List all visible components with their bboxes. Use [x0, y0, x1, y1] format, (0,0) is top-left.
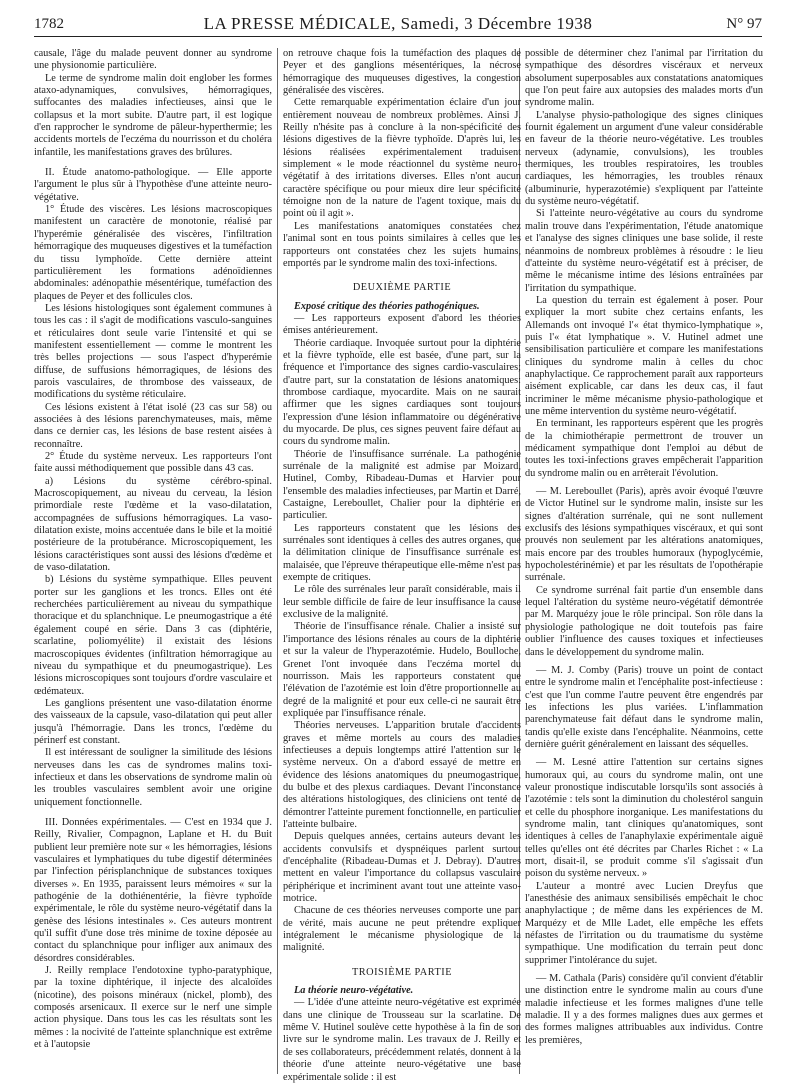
paragraph: — M. Cathala (Paris) considère qu'il convient d'établir une distinction entre le syndrome malin au cours d'une maladie infectieuse et les formes malignes d'une telle maladie. Il y a des formes malignes dues aux germes et des formes malignes attribuables aux individus. Contre les premières, [525, 973, 763, 1046]
section-heading-anatomo: II. Étude anatomo-pathologique. — Elle apporte l'argument le plus sûr à l'hypothèse d'une atteinte neuro-végétative. [34, 167, 272, 203]
page-header [34, 14, 762, 37]
paragraph: — M. Lesné attire l'attention sur certains signes humoraux qui, au cours du syndrome malin, ont une valeur pronostique indiscutable lorsqu'ils sont associés à l'azotémie : tels sont la diminution du cholestérol sanguin et celle du phosphore inorganique. Les manifestations du syndrome malin, tant cliniques qu'anatomiques, sont identiques à celles de l'anaphylaxie expérimentale aiguë telles qu'elles ont été décrites par Charles Richet : « La mort, disait-il, se produit comme s'il s'agissait d'un poison du système nerveux. » [525, 757, 763, 880]
part-heading-deuxieme: DEUXIÈME PARTIE [352, 282, 452, 294]
paragraph: La question du terrain est également à poser. Pour expliquer la mort subite chez certains enfants, les Allemands ont invoqué l'« état thymico-lymphatique », puis l'« état lymphatique ». V. Hutinel admet une sensibilisation particulière et compare les manifestations cliniques du syndrome malin à celles du choc anaphylactique. Ce rapprochement paraît aux rapporteurs aisément explicable, car dans les deux cas, il faut incriminer le même mécanisme physio-pathologique et une même intervention du système neuro-végétatif. [525, 294, 763, 417]
paragraph: L'analyse physio-pathologique des signes cliniques fournit également un argument d'une valeur considérable en faveur de la théorie neuro-végétative. Les troubles nerveux (adynamie, convulsions), les troubles thermiques, les troubles respiratoires, les troubles cardiaques, les hémorragies, les troubles rénaux (albuminurie, hyperazotémie) s'expliquent par l'atteinte du système neuro-végétatif. [525, 109, 763, 208]
paragraph: Chacune de ces théories nerveuses comporte une part de vérité, mais aucune ne peut prétendre expliquer intégralement le mécanisme physiologique de la malignité. [283, 905, 521, 954]
paragraph: Les lésions histologiques sont également communes à tous les cas : il s'agit de modifications vasculo-sanguines et réticulaires dont seule varie l'intensité et qui se manifestent essentiellement — comme le montrent les très belles projections — sous l'aspect d'hyperémie diffuse, de suffusions hémorragiques, de lésions des parois vasculaires, de thrombose des vaisseaux, de modifications du système réticulaire. [34, 302, 272, 401]
paragraph: Les rapporteurs constatent que les lésions des surrénales sont identiques à celles des autres organes, que la délimitation clinique de l'insuffisance surrénale est malaisée, que l'épreuve thérapeutique elle-même n'est pas exempte de critiques. [283, 522, 521, 584]
subsection-heading: Exposé critique des théories pathogéniques. [294, 300, 480, 312]
paragraph: a) Lésions du système cérébro-spinal. Macroscopiquement, au niveau du cerveau, la lésion primordiale reste l'œdème et la vaso-dilatation, accompagnées de suffusions hémorragiques. La vaso-dilatation existe, moins accentuée dans le bile et la moitié postérieure de la protubérance. Microscopiquement, les lésions caractéristiques sont aussi des lésions d'œdème et de vaso-dilatation. [34, 475, 272, 574]
paragraph: L'auteur a montré avec Lucien Dreyfus que l'anesthésie des animaux sensibilisés empêchait le choc anaphylactique ; de même dans les expériences de M. Marquézy et de Mlle Ladet, elle empêche les effets néfastes de l'irritation ou du traumatisme du système sympathique. Une modification du terrain peut donc supprimer l'intolérance du sujet. [525, 880, 763, 966]
paragraph: b) Lésions du système sympathique. Elles peuvent porter sur les ganglions et les troncs. Elles ont été recherchées particulièrement au niveau du sympathique thoracique et du splanchnique. Le pneumogastrique a été également coupé en série. Dans 3 cas (diphtérie, scarlatine, poliomyélite) il existait des lésions macroscopiques évidentes (infiltration hémorragique au niveau du sympathique et du pneumogastrique). Les lésions microscopiques sont toujours d'ordre vasculaire et œdémateux. [34, 574, 272, 697]
paragraph: J. Reilly remplace l'endotoxine typho-paratyphique, par la toxine diphtérique, il injecte des alcaloïdes (nicotine), des poisons minéraux (nickel, plomb), des composés arsenicaux. Il exerce sur le nerf une simple action physique. Dans tous les cas les résultats sont les mêmes : la nocivité de l'atteinte splanchnique est extrême et à l'autopsie [34, 965, 272, 1051]
paragraph: — M. J. Comby (Paris) trouve un point de contact entre le syndrome malin et l'encéphalite post-infectieuse : c'est que l'un comme l'autre peuvent être engendrés par les infections les plus variées. L'inflammation parenchymateuse fait défaut dans le syndrome malin, tandis qu'elle existe dans l'encéphalite. Néanmoins, cette dernière guérit généralement en laissant des séquelles. [525, 664, 763, 750]
paragraph: Théorie de l'insuffisance surrénale. La pathogénie surrénale de la malignité est admise par Moizard, Hutinel, Comby, Ribadeau-Dumas et Harvier pour l'ensemble des maladies infectieuses, par Martin et Darré, Castaigne, Lereboullet, Chalier pour la diphtérie en particulier. [283, 448, 521, 522]
journal-title: LA PRESSE MÉDICALE, Samedi, 3 Décembre 1938 [203, 14, 593, 33]
paragraph: Le rôle des surrénales leur paraît considérable, mais il leur semble difficile de faire de leur insuffisance la cause exclusive de la malignité. [283, 584, 521, 621]
paragraph: 2° Étude du système nerveux. Les rapporteurs l'ont faite aussi méthodiquement que possible dans 43 cas. [34, 451, 272, 475]
paragraph: — L'idée d'une atteinte neuro-végétative est exprimée dans une clinique de Trousseau sur la scarlatine. De même V. Hutinel soulève cette hypothèse à la fin de son livre sur le syndrome malin. Les travaux de J. Reilly et de ses collaborateurs, précédemment relatés, donnent à la théorie d'une atteinte neuro-végétative une base expérimentale solide : il est [283, 997, 521, 1083]
paragraph: Théories nerveuses. L'apparition brutale d'accidents graves et même mortels au cours des maladies infectieuses a depuis longtemps attiré l'attention sur le système nerveux. On a d'abord essayé de mettre en évidence des lésions anatomiques du pneumogastrique, du bulbe et des plexus cardiaques. Devant l'inconstance des altérations histologiques, des cliniciens ont tenté de démontrer l'atteinte purement fonctionnelle, en particulier l'atteinte bulbaire. [283, 720, 522, 830]
page-number: 1782 [34, 16, 64, 32]
paragraph: on retrouve chaque fois la tuméfaction des plaques de Peyer et des ganglions mésentériques, la nécrose hémorragique des muqueuses digestives, la congestion généralisée des viscères. [283, 48, 521, 97]
part-heading-troisieme: TROISIÈME PARTIE [352, 966, 452, 978]
paragraph: Cette remarquable expérimentation éclaire d'un jour entièrement nouveau de nombreux problèmes. Ainsi J. Reilly n'hésite pas à conclure à la non-spécificité des lésions digestives de la fièvre typhoïde. D'après lui, les lésions réalisées expérimentalement traduisent simplement « le mode réactionnel du système neuro-végétatif à des irritations diverses. Elles n'ont aucun caractère spécifique ou pour mieux dire leur spécificité témoigne non de la nature de l'agent toxique, mais du point où il agit ». [283, 97, 521, 220]
column-divider [277, 48, 278, 1074]
paragraph: Théorie de l'insuffisance rénale. Chalier a insisté sur l'importance des lésions rénales au cours de la diphtérie et sur la valeur de l'hyperazotémie. Hudelo, Boulloche, Grenet l'ont invoquée dans l'eczéma mortel du nourrisson. Mais les rapporteurs constatent que l'élévation de l'azotémie est loin d'être proportionnelle au degré de la malignité et pour eux celle-ci ne saurait être expliquée par l'insuffisance rénale. [283, 621, 521, 719]
paragraph: En terminant, les rapporteurs espèrent que les progrès de la chimiothérapie permettront de trouver un médicament sympathique dont l'emploi au début de toutes les toxi-infections graves empêcherait l'apparition du syndrome malin ou en arrêterait l'évolution. [525, 418, 763, 479]
paragraph: Théorie cardiaque. Invoquée surtout pour la diphtérie et la fièvre typhoïde, elle est basée, d'une part, sur la fréquence et l'importance des signes cardio-vasculaires; d'autre part, sur la constatation de lésions anatomiques: thrombose cardiaque, myocardite. Mais on ne saurait affirmer que les signes cardiaques sont toujours l'expression d'une lésion inflammatoire ou dégénérative du myocarde. De plus, ces signes peuvent faire défaut au cours du syndrome malin. [283, 337, 521, 448]
paragraph: — M. Lereboullet (Paris), après avoir évoqué l'œuvre de Victor Hutinel sur le syndrome malin, insiste sur les signes d'altération surrénale, qui ne sont nullement exclusifs des lésions sympathiques viscéraux, et qui sont prouvés non seulement par les altérations anatomiques, mais encore par des troubles humoraux (hypoglycémie, hypocholestérinémie) et par les résultats de l'opothérapie surrénale. [525, 486, 763, 584]
paragraph: causale, l'âge du malade peuvent donner au syndrome une physionomie particulière. [34, 48, 272, 72]
paragraph: Ce syndrome surrénal fait partie d'un ensemble dans lequel l'altération du système neuro-végétatif démontrée par M. Marquézy joue le rôle principal. Son rôle dans la physiologie pathologique ne doit toutefois pas faire oublier l'influence des causes toxiques et infectieuses dans le développement du syndrome malin. [525, 584, 763, 658]
section-heading-experimental: III. Données expérimentales. — C'est en 1934 que J. Reilly, Rivalier, Compagnon, Laplane et H. du Buit publient leur première note sur « les hémorragies, lésions vasculaires et lymphatiques du tube digestif déterminées par l'infection périsplanchnique de substances toxiques diverses ». En 1935, paraissent leurs mémoires « sur la pathogénie de la dothiénentérie, la fièvre typhoïde expérimentale, le rôle du système neuro-végétatif dans la genèse des lésions intestinales ». Ces auteurs montrent qu'il suffit d'une dose très minime de toxine déposée au contact du splanchnique pour infliger aux animaux des désordres considérables. [34, 816, 272, 964]
paragraph: Le terme de syndrome malin doit englober les formes ataxo-adynamiques, convulsives, hémorragiques, suffocantes des maladies infectieuses, ainsi que le collapsus et la mort subite. D'autre part, il est logique d'en rapprocher le syndrome de pâleur-hyperthermie; les accidents mortels de l'eczéma du nourrisson et du choléra infantile, les manifestations graves des brûlures. [34, 72, 272, 158]
paragraph: Si l'atteinte neuro-végétative au cours du syndrome malin trouve dans l'expérimentation, l'étude anatomique et l'analyse des signes cliniques une base solide, il reste néanmoins de nombreux problèmes à résoudre : le lieu d'atteinte du système neuro-végétatif est à préciser, de même le mécanisme intime des lésions entraînées par l'irritation du sympathique. [525, 208, 763, 294]
text-column-right [525, 48, 763, 1074]
paragraph: — Les rapporteurs exposent d'abord les théories émises antérieurement. [283, 312, 521, 337]
paragraph: Il est intéressant de souligner la similitude des lésions nerveuses dans les cas de syndromes malins toxi-infectieux et dans les observations de syndrome malin où les troubles vasculaires semblent avoir une origine uniquement fonctionnelle. [34, 747, 272, 808]
paragraph: Depuis quelques années, certains auteurs devant les accidents convulsifs et dyspnéiques parlent surtout d'encéphalite (Ribadeau-Dumas et J. Debray). D'autres mettent en valeur l'importance du collapsus vasculaire périphérique et incriminent avant tout une atteinte vaso-motrice. [283, 831, 521, 905]
text-column-left [34, 48, 272, 1074]
paragraph: 1° Étude des viscères. Les lésions macroscopiques manifestent un caractère de monotonie, réalisé par l'hyperémie généralisée des viscères, l'infiltration hémorragique des muqueuses digestives et la tuméfaction du tissu lymphoïde. Cette dernière atteint particulièrement les formations adénoïdiennes abdominales: adénopathie mésentérique, tuméfaction des plaques de Peyer et des follicules clos. [34, 204, 272, 302]
text-column-middle [283, 48, 522, 1083]
subsection-heading: La théorie neuro-végétative. [294, 985, 414, 997]
paragraph: Ces lésions existent à l'état isolé (23 cas sur 58) ou associées à des lésions parenchymateuses, mais, même dans ce dernier cas, les lésions de base restent aisées à reconnaître. [34, 401, 272, 450]
issue-number: N° 97 [726, 16, 762, 32]
paragraph: Les ganglions présentent une vaso-dilatation énorme des vaisseaux de la capsule, vaso-dilatation qui peut aller jusqu'à l'hémorragie. Dans les troncs, l'œdème du périnerf est constant. [34, 697, 272, 746]
paragraph: Les manifestations anatomiques constatées chez l'animal sont en tous points similaires à celles que les rapporteurs ont constatées chez les sujets humains, emportés par le syndrome malin des toxi-infections. [283, 220, 521, 269]
paragraph: possible de déterminer chez l'animal par l'irritation du sympathique des désordres viscéraux et nerveux absolument superposables aux constatations anatomiques que l'on peut faire aux autopsies des malades morts d'un syndrome malin. [525, 48, 763, 109]
